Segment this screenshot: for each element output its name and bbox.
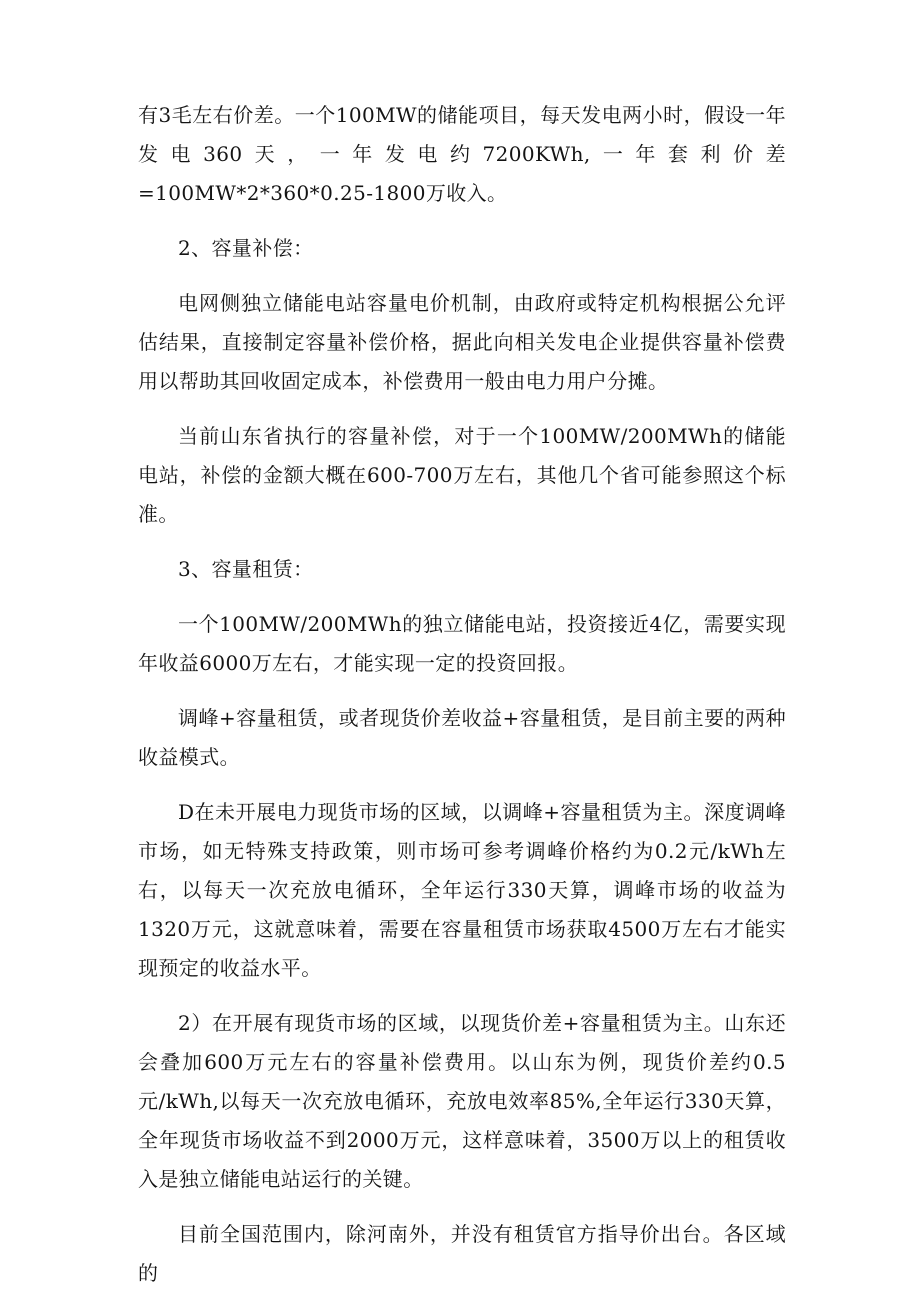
- paragraph-arbitrage-calculation: 有3毛左右价差。一个100MW的储能项目，每天发电两小时，假设一年发电360天，一年发电约7200KWh,一年套利价差=100MW*2*360*0.25-1800万收入。: [138, 103, 786, 205]
- paragraph-leasing-guidance: 目前全国范围内，除河南外，并没有租赁官方指导价出台。各区域的: [138, 1222, 786, 1285]
- heading-capacity-leasing: 3、容量租赁：: [178, 557, 314, 581]
- paragraph-capacity-compensation-mechanism: 电网侧独立储能电站容量电价机制，由政府或特定机构根据公允评估结果，直接制定容量补偿价格，据此向相关发电企业提供容量补偿费用以帮助其回收固定成本，补偿费用一般由电力用户分摊。: [138, 291, 786, 393]
- heading-capacity-compensation: 2、容量补偿：: [178, 236, 314, 260]
- paragraph-shandong-compensation: 当前山东省执行的容量补偿，对于一个100MW/200MWh的储能电站，补偿的金额大概在600-700万左右，其他几个省可能参照这个标准。: [138, 424, 786, 526]
- paragraph-investment-return: 一个100MW/200MWh的独立储能电站，投资接近4亿，需要实现年收益6000万左右，才能实现一定的投资回报。: [138, 612, 786, 675]
- paragraph-revenue-models: 调峰+容量租赁，或者现货价差收益+容量租赁，是目前主要的两种收益模式。: [138, 706, 786, 769]
- paragraph-peak-regulation-region: D在未开展电力现货市场的区域，以调峰+容量租赁为主。深度调峰市场，如无特殊支持政策，则市场可参考调峰价格约为0.2元/kWh左右，以每天一次充放电循环，全年运行330天算，调峰市场的收益为1320万元，这就意味着，需要在容量租赁市场获取4500万左右才能实现预定的收益水平。: [138, 800, 786, 980]
- paragraph-spot-market-region: 2）在开展有现货市场的区域，以现货价差+容量租赁为主。山东还会叠加600万元左右的容量补偿费用。以山东为例，现货价差约0.5元/kWh,以每天一次充放电循环，充放电效率85%,全年运行330天算，全年现货市场收益不到2000万元，这样意味着，3500万以上的租赁收入是独立储能电站运行的关键。: [138, 1011, 786, 1191]
- document-body: [138, 96, 786, 1309]
